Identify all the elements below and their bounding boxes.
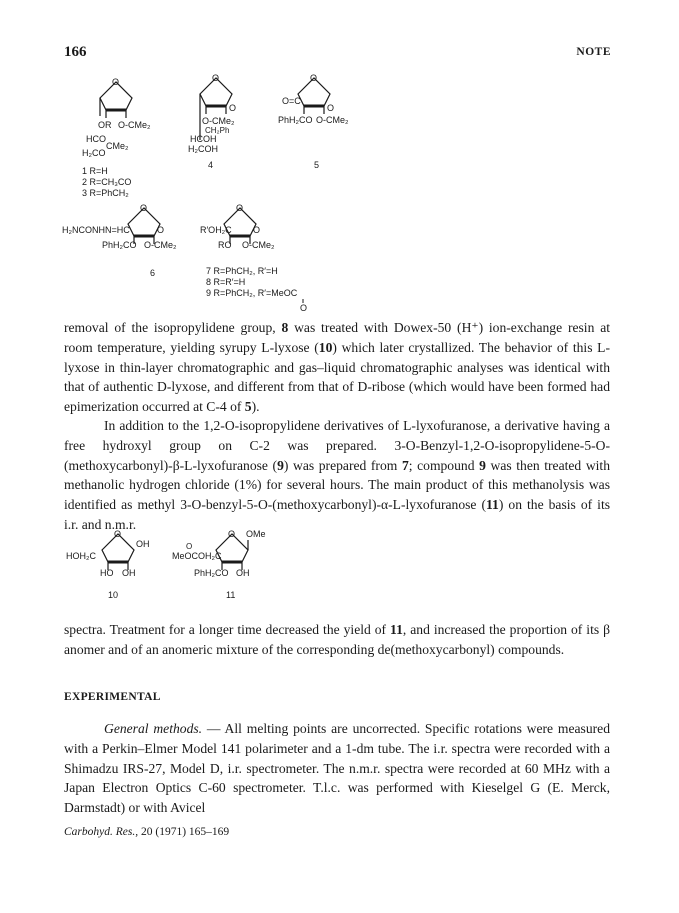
- s6-bottom-left: PhH₂CO: [102, 240, 137, 250]
- s10-bottom-right: OH: [122, 568, 136, 578]
- s4-sub-o: O: [229, 103, 237, 113]
- s7-legend-1: 7 R=PhCH₂, R′=H: [206, 266, 278, 276]
- paragraph-3: spectra. Treatment for a longer time decreased the yield of 11, and increased the proportion of its β anomer and of an anomeric mixture of the corresponding de(methoxycarbonyl) compounds.: [64, 622, 611, 657]
- structure-figure-top: [60, 70, 620, 200]
- s10-left: HOH₂C: [66, 551, 96, 561]
- running-head: NOTE: [576, 46, 611, 58]
- section-heading: EXPERIMENTAL: [64, 691, 161, 703]
- s10-oh-right: OH: [136, 539, 150, 549]
- s7-bottom-right: O-CMe₂: [242, 240, 275, 250]
- s4-ring-o: O: [212, 73, 220, 83]
- s5-number: 5: [314, 160, 320, 170]
- s1-legend-3: 3 R=PhCH₂: [82, 188, 129, 198]
- s4-ch2ph: CH₂Ph: [205, 126, 230, 135]
- journal-name: Carbohyd. Res.,: [64, 826, 139, 838]
- structure-1-ring: [100, 82, 132, 118]
- s1-chain-cme: CMe₂: [106, 141, 129, 151]
- s7-legend-2: 8 R=R′=H: [206, 277, 246, 287]
- structure-figure-middle: [60, 200, 620, 315]
- structure-figure-bottom: [60, 526, 360, 606]
- s6-bottom-right: O-CMe₂: [144, 240, 177, 250]
- s11-left: MeOCOH₂C: [172, 551, 222, 561]
- s7-bottom-left: RO: [218, 240, 232, 250]
- paragraph-2: In addition to the 1,2-O-isopropylidene derivatives of L-lyxofuranose, a derivative having a free hydroxyl group on C-2 was prepared. 3-O-Benzyl-1,2-O-isopropylidene-5-O-(methoxycarbonyl)-β-L-lyxofuranose (9) was prepared from 7; compound 9 was then treated with methanolic hydrogen chloride (1%) for several hours. The main product of this methanolysis was identified as methyl 3-O-benzyl-5-O-(methoxycarbonyl)-α-L-lyxofuranose (11) on the basis of its i.r. and n.m.r.: [64, 418, 611, 532]
- structure-10-ring: [102, 534, 134, 570]
- s5-ring-o: O: [310, 73, 318, 83]
- s7-ring-o: O: [236, 203, 244, 213]
- s10-bottom-left: HO: [100, 568, 114, 578]
- s1-legend-1: 1 R=H: [82, 166, 108, 176]
- s4-sub-cme: O-CMe₂: [202, 116, 235, 126]
- s5-oeq: O=C: [282, 96, 301, 106]
- s11-bottom-left: PhH₂CO: [194, 568, 229, 578]
- s6-left: H₂NCONHN=HC: [62, 225, 130, 235]
- s10-ring-o: O: [114, 529, 122, 539]
- s4-number: 4: [208, 160, 214, 170]
- page-number: 166: [64, 44, 87, 60]
- s1-legend-2: 2 R=CH₃CO: [82, 177, 132, 187]
- s5-right: O-CMe₂: [316, 115, 349, 125]
- structure-6-ring: [128, 208, 160, 244]
- journal-footer: [64, 826, 229, 838]
- s10-number: 10: [108, 590, 119, 600]
- s7-carbonyl-o: O: [300, 303, 308, 313]
- s1-chain-top: HCO: [86, 134, 106, 144]
- s7-left: R′OH₂C: [200, 225, 232, 235]
- s6-sub-o: O: [157, 225, 165, 235]
- s4-chain-2: H₂COH: [188, 144, 218, 154]
- s11-ome: OMe: [246, 529, 266, 539]
- s11-ring-o: O: [228, 529, 236, 539]
- s11-carbonyl-o: O: [186, 542, 193, 551]
- s4-chain-1: HCOH: [190, 134, 217, 144]
- s1-chain-bottom: H₂CO: [82, 148, 106, 158]
- s5-sub-o: O: [327, 103, 335, 113]
- s11-bottom-right: OH: [236, 568, 250, 578]
- s1-sub-right: O-CMe₂: [118, 120, 151, 130]
- s7-legend-3: 9 R=PhCH₂, R′=MeOC: [206, 288, 298, 298]
- structure-5-ring: [298, 78, 330, 114]
- s1-ring-o: O: [112, 77, 120, 87]
- s5-left: PhH₂CO: [278, 115, 313, 125]
- s7-sub-o: O: [253, 225, 261, 235]
- s6-number: 6: [150, 268, 156, 278]
- journal-volume: 20 (1971) 165–169: [140, 826, 230, 838]
- s1-sub-left: OR: [98, 120, 112, 130]
- paragraph-4: General methods. — All melting points are uncorrected. Specific rotations were measured with a Perkin–Elmer Model 141 polarimeter and a 1-dm tube. The i.r. spectra were recorded with a Shimadzu IRS-27, Model D, i.r. spectrometer. The n.m.r. spectra were recorded at 60 MHz with a Japan Electron Optics C-60 spectrometer. T.l.c. was performed with Kieselgel G (E. Merck, Darmstadt) or with Avicel: [64, 721, 610, 816]
- s6-ring-o: O: [140, 203, 148, 213]
- paragraph-1: removal of the isopropylidene group, 8 was treated with Dowex-50 (H⁺) ion-exchange resin at room temperature, yielding syrupy L-lyxose (10) which later crystallized. The behavior of this L-lyxose in thin-layer chromatographic and gas–liquid chromatographic analyses was identical with that of authentic D-lyxose, and different from that of D-ribose (which would have been formed had epimerization occurred at C-4 of 5).: [64, 320, 611, 415]
- s11-number: 11: [226, 590, 236, 600]
